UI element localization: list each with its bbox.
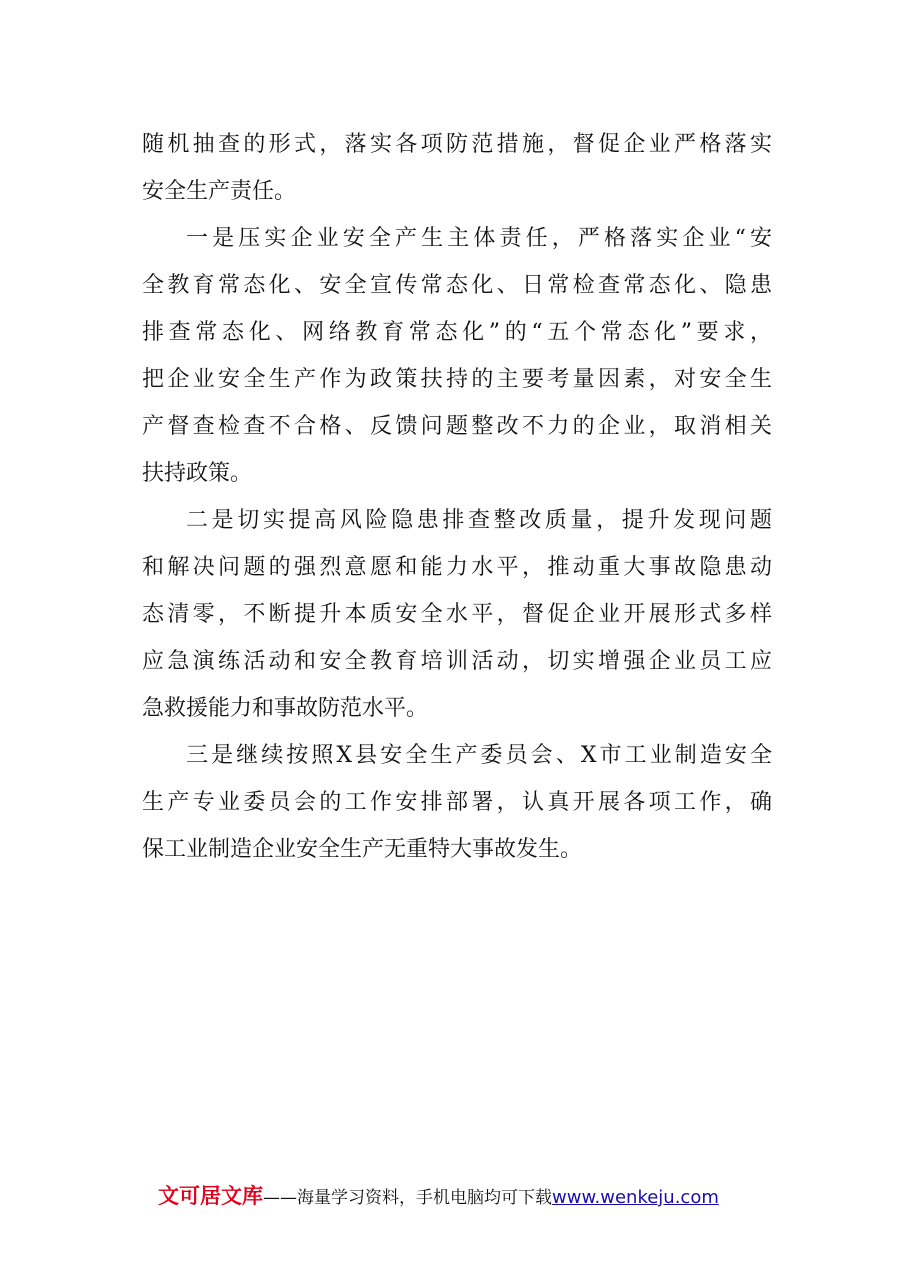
page-footer <box>158 1181 778 1211</box>
body-line: 扶持政策。 <box>142 461 253 486</box>
body-line: 全教育常态化、安全宣传常态化、日常检查常态化、隐患 <box>142 273 772 298</box>
body-line: 应急演练活动和安全教育培训活动，切实增强企业员工应 <box>142 649 772 674</box>
footer-slogan: ——海量学习资料，手机电脑均可下载 <box>263 1188 552 1208</box>
body-line: 态清零，不断提升本质安全水平，督促企业开展形式多样 <box>142 602 772 627</box>
body-line: 安全生产责任。 <box>142 179 297 204</box>
body-line: 二是切实提高风险隐患排查整改质量，提升发现问题 <box>186 508 772 533</box>
brand-name: 文可居文库 <box>158 1184 263 1208</box>
body-line: 三是继续按照X县安全生产委员会、X市工业制造安全 <box>186 743 772 768</box>
body-line: 把企业安全生产作为政策扶持的主要考量因素，对安全生 <box>142 367 772 392</box>
body-line: 和解决问题的强烈意愿和能力水平，推动重大事故隐患动 <box>142 555 772 580</box>
website-link[interactable]: www.wenkeju.com <box>552 1187 719 1208</box>
body-line: 排查常态化、网络教育常态化”的“五个常态化”要求， <box>142 320 772 345</box>
body-line: 急救援能力和事故防范水平。 <box>142 696 429 721</box>
body-line: 保工业制造企业安全生产无重特大事故发生。 <box>142 837 583 862</box>
body-line: 生产专业委员会的工作安排部署，认真开展各项工作，确 <box>142 790 772 815</box>
body-line: 产督查检查不合格、反馈问题整改不力的企业，取消相关 <box>142 414 772 439</box>
body-line: 一是压实企业安全产生主体责任，严格落实企业“安 <box>186 226 772 251</box>
body-line: 随机抽查的形式，落实各项防范措施，督促企业严格落实 <box>142 132 772 157</box>
